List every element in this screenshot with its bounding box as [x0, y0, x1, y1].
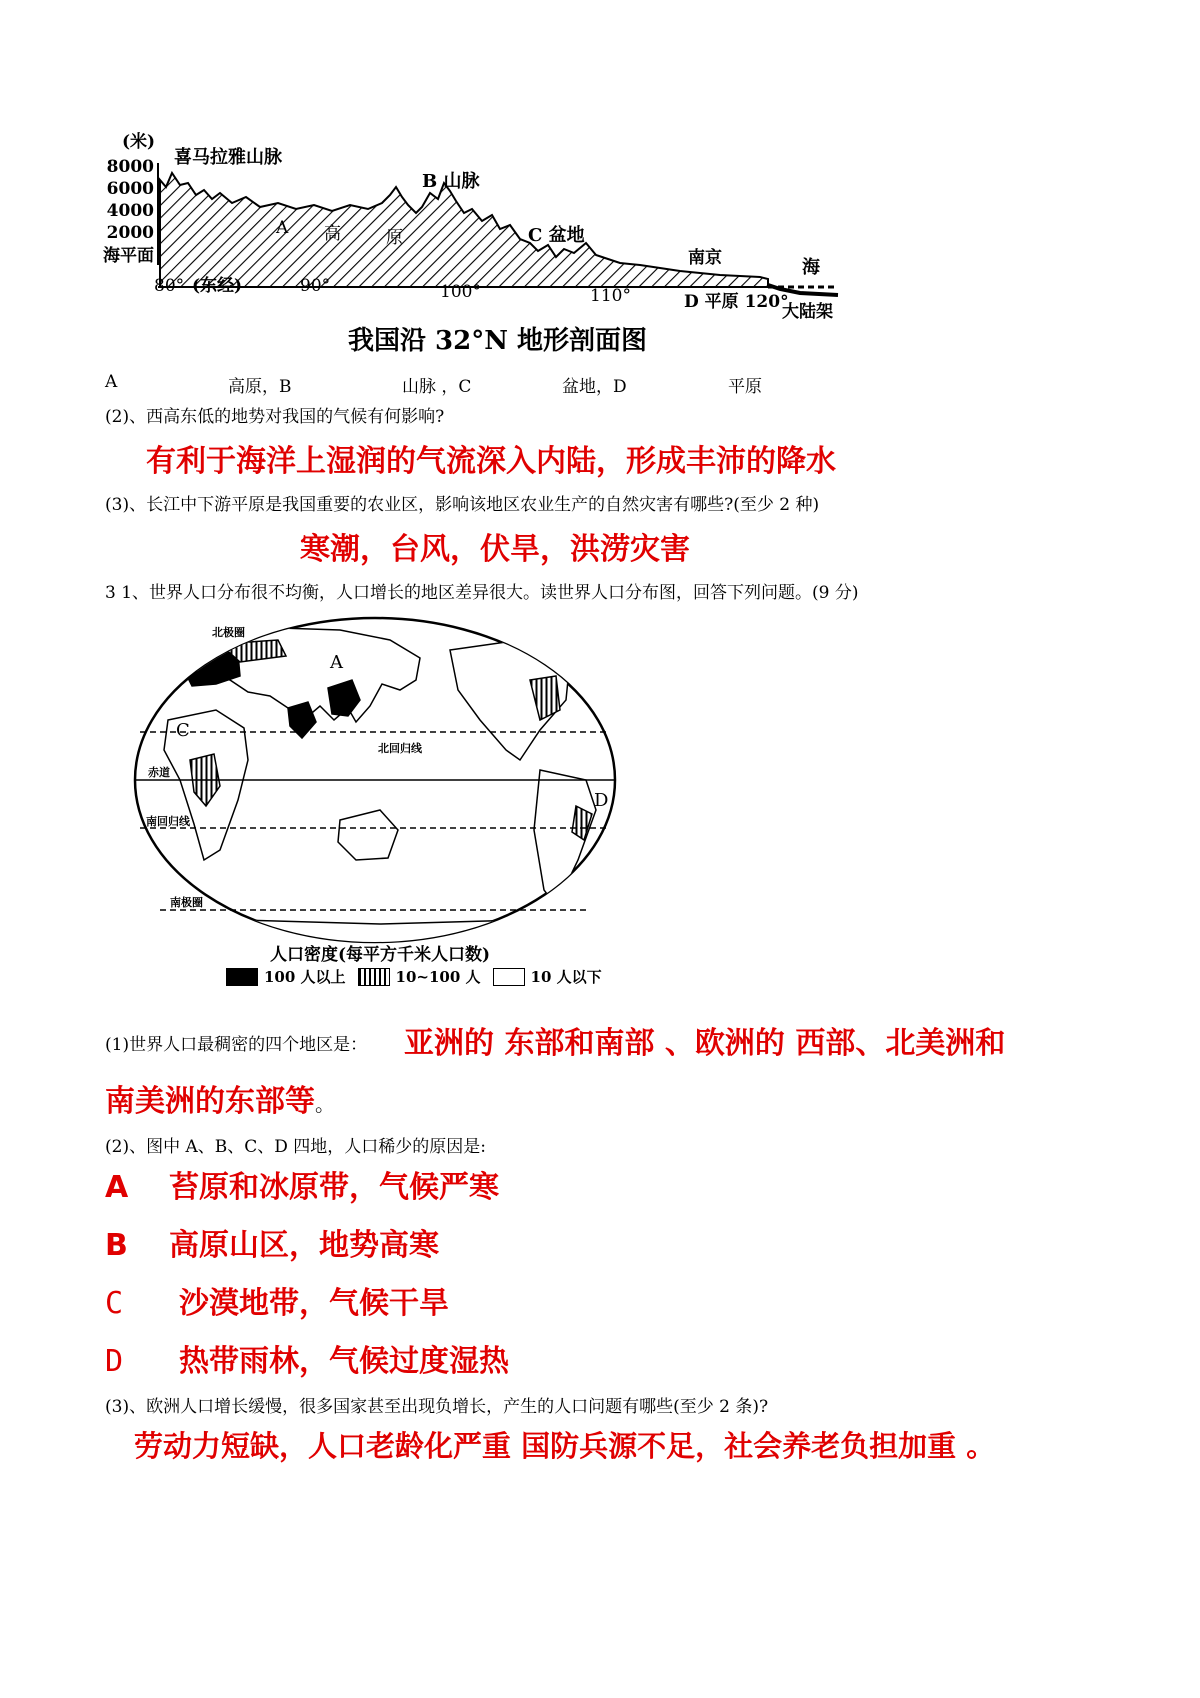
legend-label-low: 10 人以下 [530, 968, 602, 986]
label-a: A [276, 218, 289, 238]
p1-question: (1)世界人口最稠密的四个地区是： [105, 1035, 368, 1055]
p1-answer-line2-wrap [105, 1076, 335, 1120]
elev-tick-8000: 8000 [106, 157, 154, 177]
map-label-d: D [594, 790, 609, 811]
label-arctic-circle: 北极圈 [212, 626, 245, 639]
map-label-b: B [296, 704, 310, 725]
p1-answer-line1: 亚洲的 东部和南部 、欧洲的 西部、北美洲和 [404, 1026, 1006, 1061]
p2-item-a-letter: A [105, 1170, 129, 1205]
label-equator: 赤道 [148, 766, 170, 779]
label-c-basin: C 盆地 [528, 225, 585, 246]
map-label-a: A [330, 652, 343, 673]
elev-tick-sea-level: 海平面 [103, 246, 154, 266]
lon-east-label: (东经) [192, 276, 243, 296]
label-d-plain: D 平原 120° [684, 292, 789, 312]
lon-90: 90° [300, 276, 331, 296]
map-label-c: C [176, 720, 190, 741]
q3-answer: 寒潮，台风，伏旱，洪涝灾害 [300, 532, 690, 567]
p2-item-b-letter: B [105, 1228, 128, 1263]
world-map-svg [120, 610, 630, 990]
map-legend [226, 966, 602, 987]
q2-question: (2)、西高东低的地势对我国的气候有何影响? [105, 407, 445, 427]
p2-item-d [105, 1336, 509, 1380]
p2-item-c-letter: C [105, 1286, 124, 1321]
p1-period: 。 [315, 1092, 335, 1116]
legend-swatch-mid [358, 968, 390, 986]
p2-item-b [105, 1220, 439, 1264]
q1-b-answer: 山脉 ，C [402, 377, 472, 397]
label-tropic-s: 南回归线 [146, 815, 190, 828]
p2-item-b-text: 高原山区，地势高寒 [169, 1228, 439, 1263]
profile-caption: 我国沿 32°N 地形剖面图 [348, 326, 648, 356]
label-shelf: 大陆架 [782, 302, 833, 322]
legend-label-high: 100 人以上 [264, 968, 346, 986]
label-b-mountain: B 山脉 [422, 171, 480, 192]
p2-item-a-text: 苔原和冰原带，气候严寒 [169, 1170, 499, 1205]
p3-question: (3)、欧洲人口增长缓慢，很多国家甚至出现负增长，产生的人口问题有哪些(至少 2 条)? [105, 1397, 769, 1417]
legend-label-mid: 10~100 人 [395, 968, 481, 986]
p2-item-d-letter: D [105, 1344, 124, 1379]
p2-item-c [105, 1278, 449, 1322]
q1-a: A [105, 372, 118, 392]
map-legend-title: 人口密度(每平方千米人口数) [270, 945, 491, 965]
q31-intro: 3 1、世界人口分布很不均衡，人口增长的地区差异很大。读世界人口分布图，回答下列问题。(9 分) [105, 583, 859, 603]
landmass-south-america [534, 770, 596, 906]
p2-question: (2)、图中 A、B、C、D 四地，人口稀少的原因是: [105, 1137, 487, 1157]
p2-item-c-text: 沙漠地带，气候干旱 [179, 1286, 449, 1321]
q1-c-answer: 盆地，D [562, 377, 627, 397]
label-tropic-n: 北回归线 [378, 742, 422, 755]
q1-a-answer: 高原，B [228, 377, 292, 397]
profile-unit: (米) [122, 132, 156, 152]
p1-answer-line2: 南美洲的东部等 [105, 1084, 315, 1119]
label-gao: 高 [324, 224, 341, 244]
lon-100: 100° [440, 282, 481, 302]
p2-item-a [105, 1162, 499, 1206]
label-yuan: 原 [386, 228, 403, 248]
elev-tick-4000: 4000 [106, 201, 154, 221]
lon-110: 110° [590, 286, 631, 306]
p3-answer: 劳动力短缺，人口老龄化严重 国防兵源不足，社会养老负担加重 。 [134, 1429, 996, 1463]
world-population-map [120, 610, 630, 990]
label-antarctic-circle: 南极圈 [170, 896, 203, 909]
elev-tick-6000: 6000 [106, 179, 154, 199]
legend-swatch-high [226, 968, 258, 986]
label-nanjing: 南京 [688, 248, 722, 268]
label-himalaya: 喜马拉雅山脉 [174, 147, 282, 168]
lon-80: 80° [154, 276, 185, 296]
elev-tick-2000: 2000 [106, 223, 154, 243]
p2-item-d-text: 热带雨林，气候过度湿热 [179, 1344, 509, 1379]
q1-d-answer: 平原 [728, 377, 762, 397]
label-sea: 海 [802, 257, 820, 278]
q2-answer: 有利于海洋上湿润的气流深入内陆，形成丰沛的降水 [146, 444, 836, 479]
legend-swatch-low [493, 968, 525, 986]
q3-question: (3)、长江中下游平原是我国重要的农业区，影响该地区农业生产的自然灾害有哪些?(至少 2 种) [105, 495, 820, 515]
